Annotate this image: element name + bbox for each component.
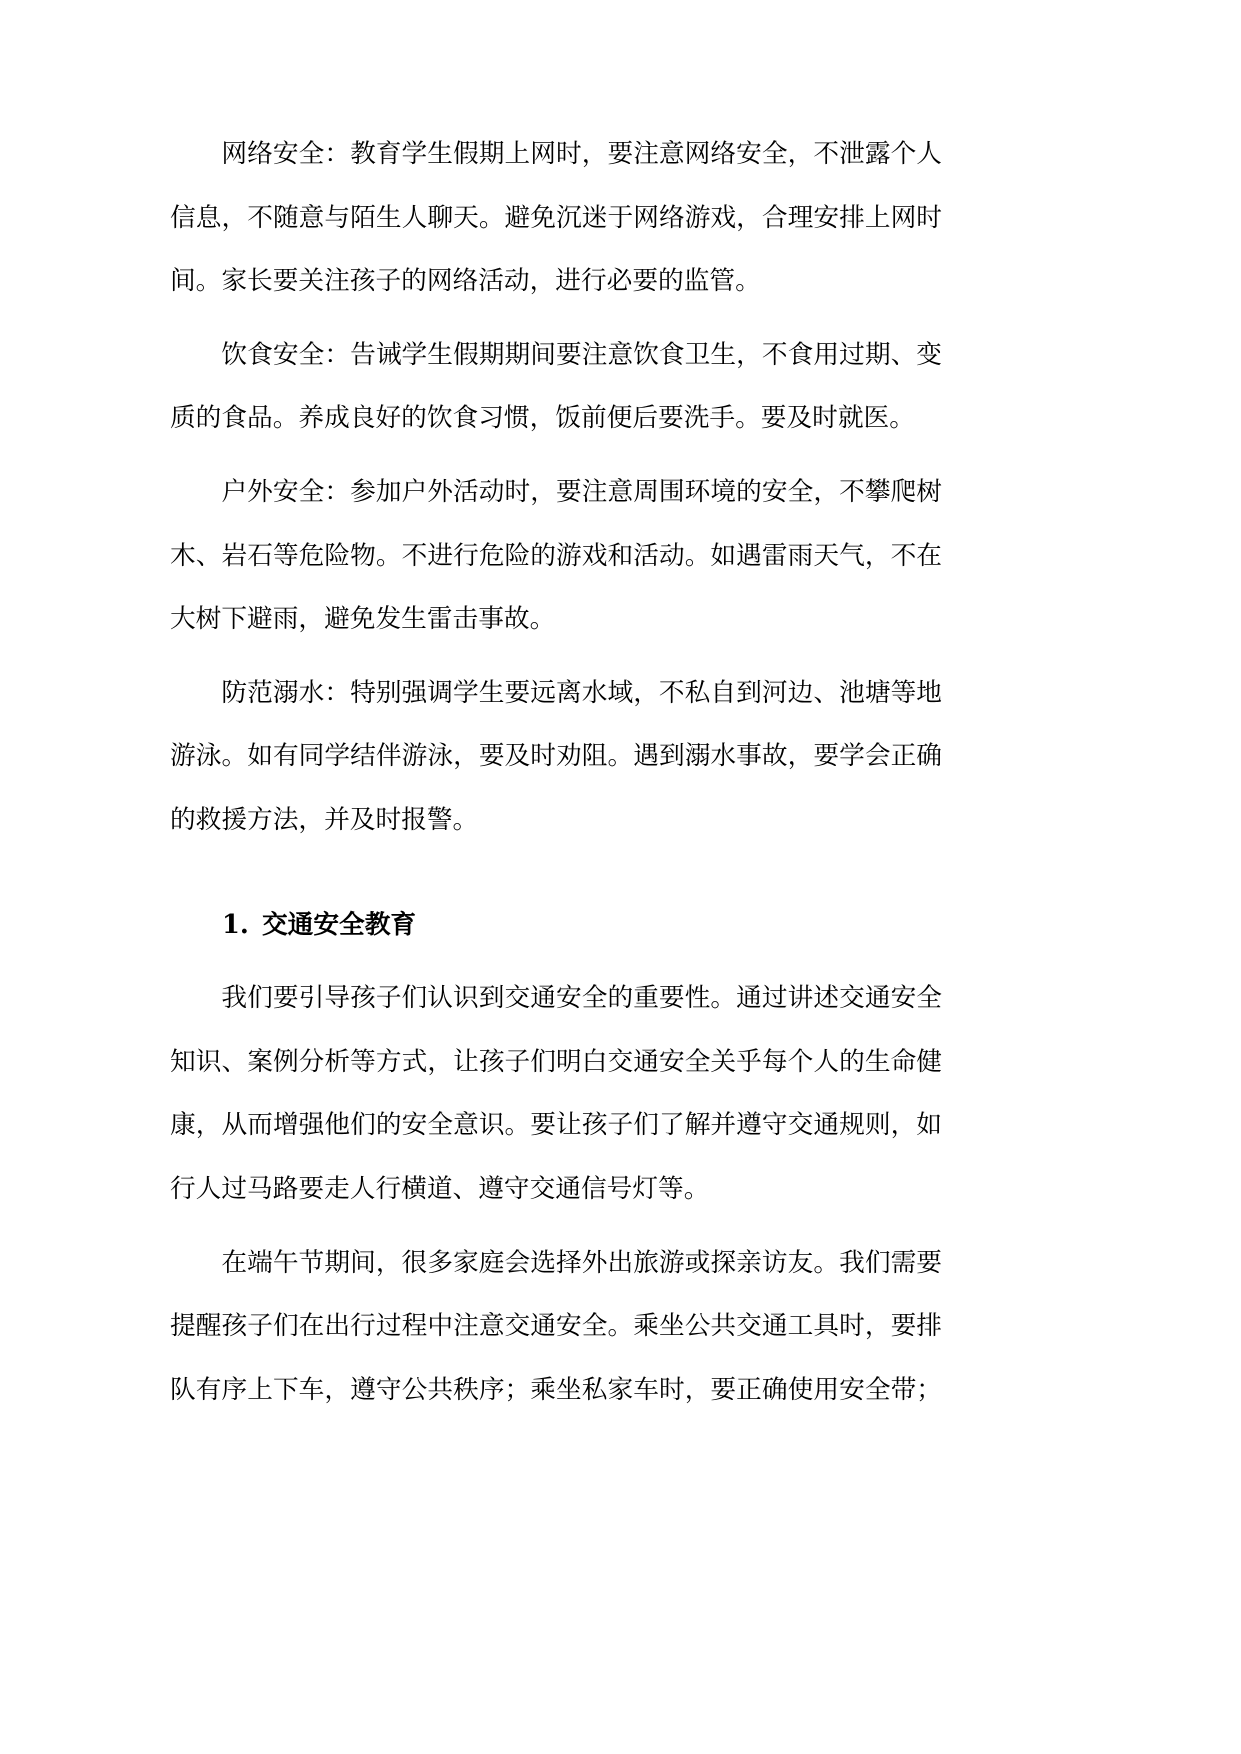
section-heading-text: 交通安全教育 — [262, 909, 417, 940]
paragraph-network-safety — [170, 123, 942, 314]
paragraph-line: 大树下避雨，避免发生雷击事故。 — [170, 604, 556, 635]
paragraph-traffic-awareness — [170, 967, 942, 1221]
paragraph-line: 间。家长要关注孩子的网络活动，进行必要的监管。 — [170, 266, 761, 297]
paragraph-line: 游泳。如有同学结伴游泳，要及时劝阻。遇到溺水事故，要学会正确 — [170, 741, 942, 772]
paragraph-line: 木、岩石等危险物。不进行危险的游戏和活动。如遇雷雨天气，不在 — [170, 540, 942, 571]
paragraph-line: 我们要引导孩子们认识到交通安全的重要性。通过讲述交通安全 — [221, 983, 942, 1014]
paragraph-line: 防范溺水：特别强调学生要远离水域，不私自到河边、池塘等地 — [221, 677, 942, 708]
paragraph-line: 信息，不随意与陌生人聊天。避免沉迷于网络游戏，合理安排上网时 — [170, 202, 942, 233]
section-heading-number: 1. — [222, 909, 249, 940]
paragraph-line: 在端午节期间，很多家庭会选择外出旅游或探亲访友。我们需要 — [221, 1247, 942, 1278]
paragraph-line: 队有序上下车，遵守公共秩序；乘坐私家车时，要正确使用安全带； — [170, 1374, 942, 1405]
paragraph-line: 知识、案例分析等方式，让孩子们明白交通安全关乎每个人的生命健 — [170, 1046, 942, 1077]
paragraph-line: 户外安全：参加户外活动时，要注意周围环境的安全，不攀爬树 — [221, 476, 942, 507]
paragraph-line: 行人过马路要走人行横道、遵守交通信号灯等。 — [170, 1173, 710, 1204]
paragraph-travel-safety — [170, 1232, 942, 1423]
paragraph-line: 质的食品。养成良好的饮食习惯，饭前便后要洗手。要及时就医。 — [170, 403, 915, 434]
paragraph-line: 饮食安全：告诫学生假期期间要注意饮食卫生，不食用过期、变 — [221, 339, 942, 370]
document-body — [170, 123, 942, 1432]
paragraph-line: 网络安全：教育学生假期上网时，要注意网络安全，不泄露个人 — [221, 139, 942, 169]
paragraph-outdoor-safety — [170, 461, 942, 652]
paragraph-drowning-prevention — [170, 662, 942, 853]
paragraph-line: 的救援方法，并及时报警。 — [170, 804, 479, 835]
paragraph-food-safety — [170, 324, 942, 451]
paragraph-line: 提醒孩子们在出行过程中注意交通安全。乘坐公共交通工具时，要排 — [170, 1311, 942, 1342]
paragraph-line: 康，从而增强他们的安全意识。要让孩子们了解并遵守交通规则，如 — [170, 1110, 942, 1141]
section-heading — [170, 894, 942, 958]
